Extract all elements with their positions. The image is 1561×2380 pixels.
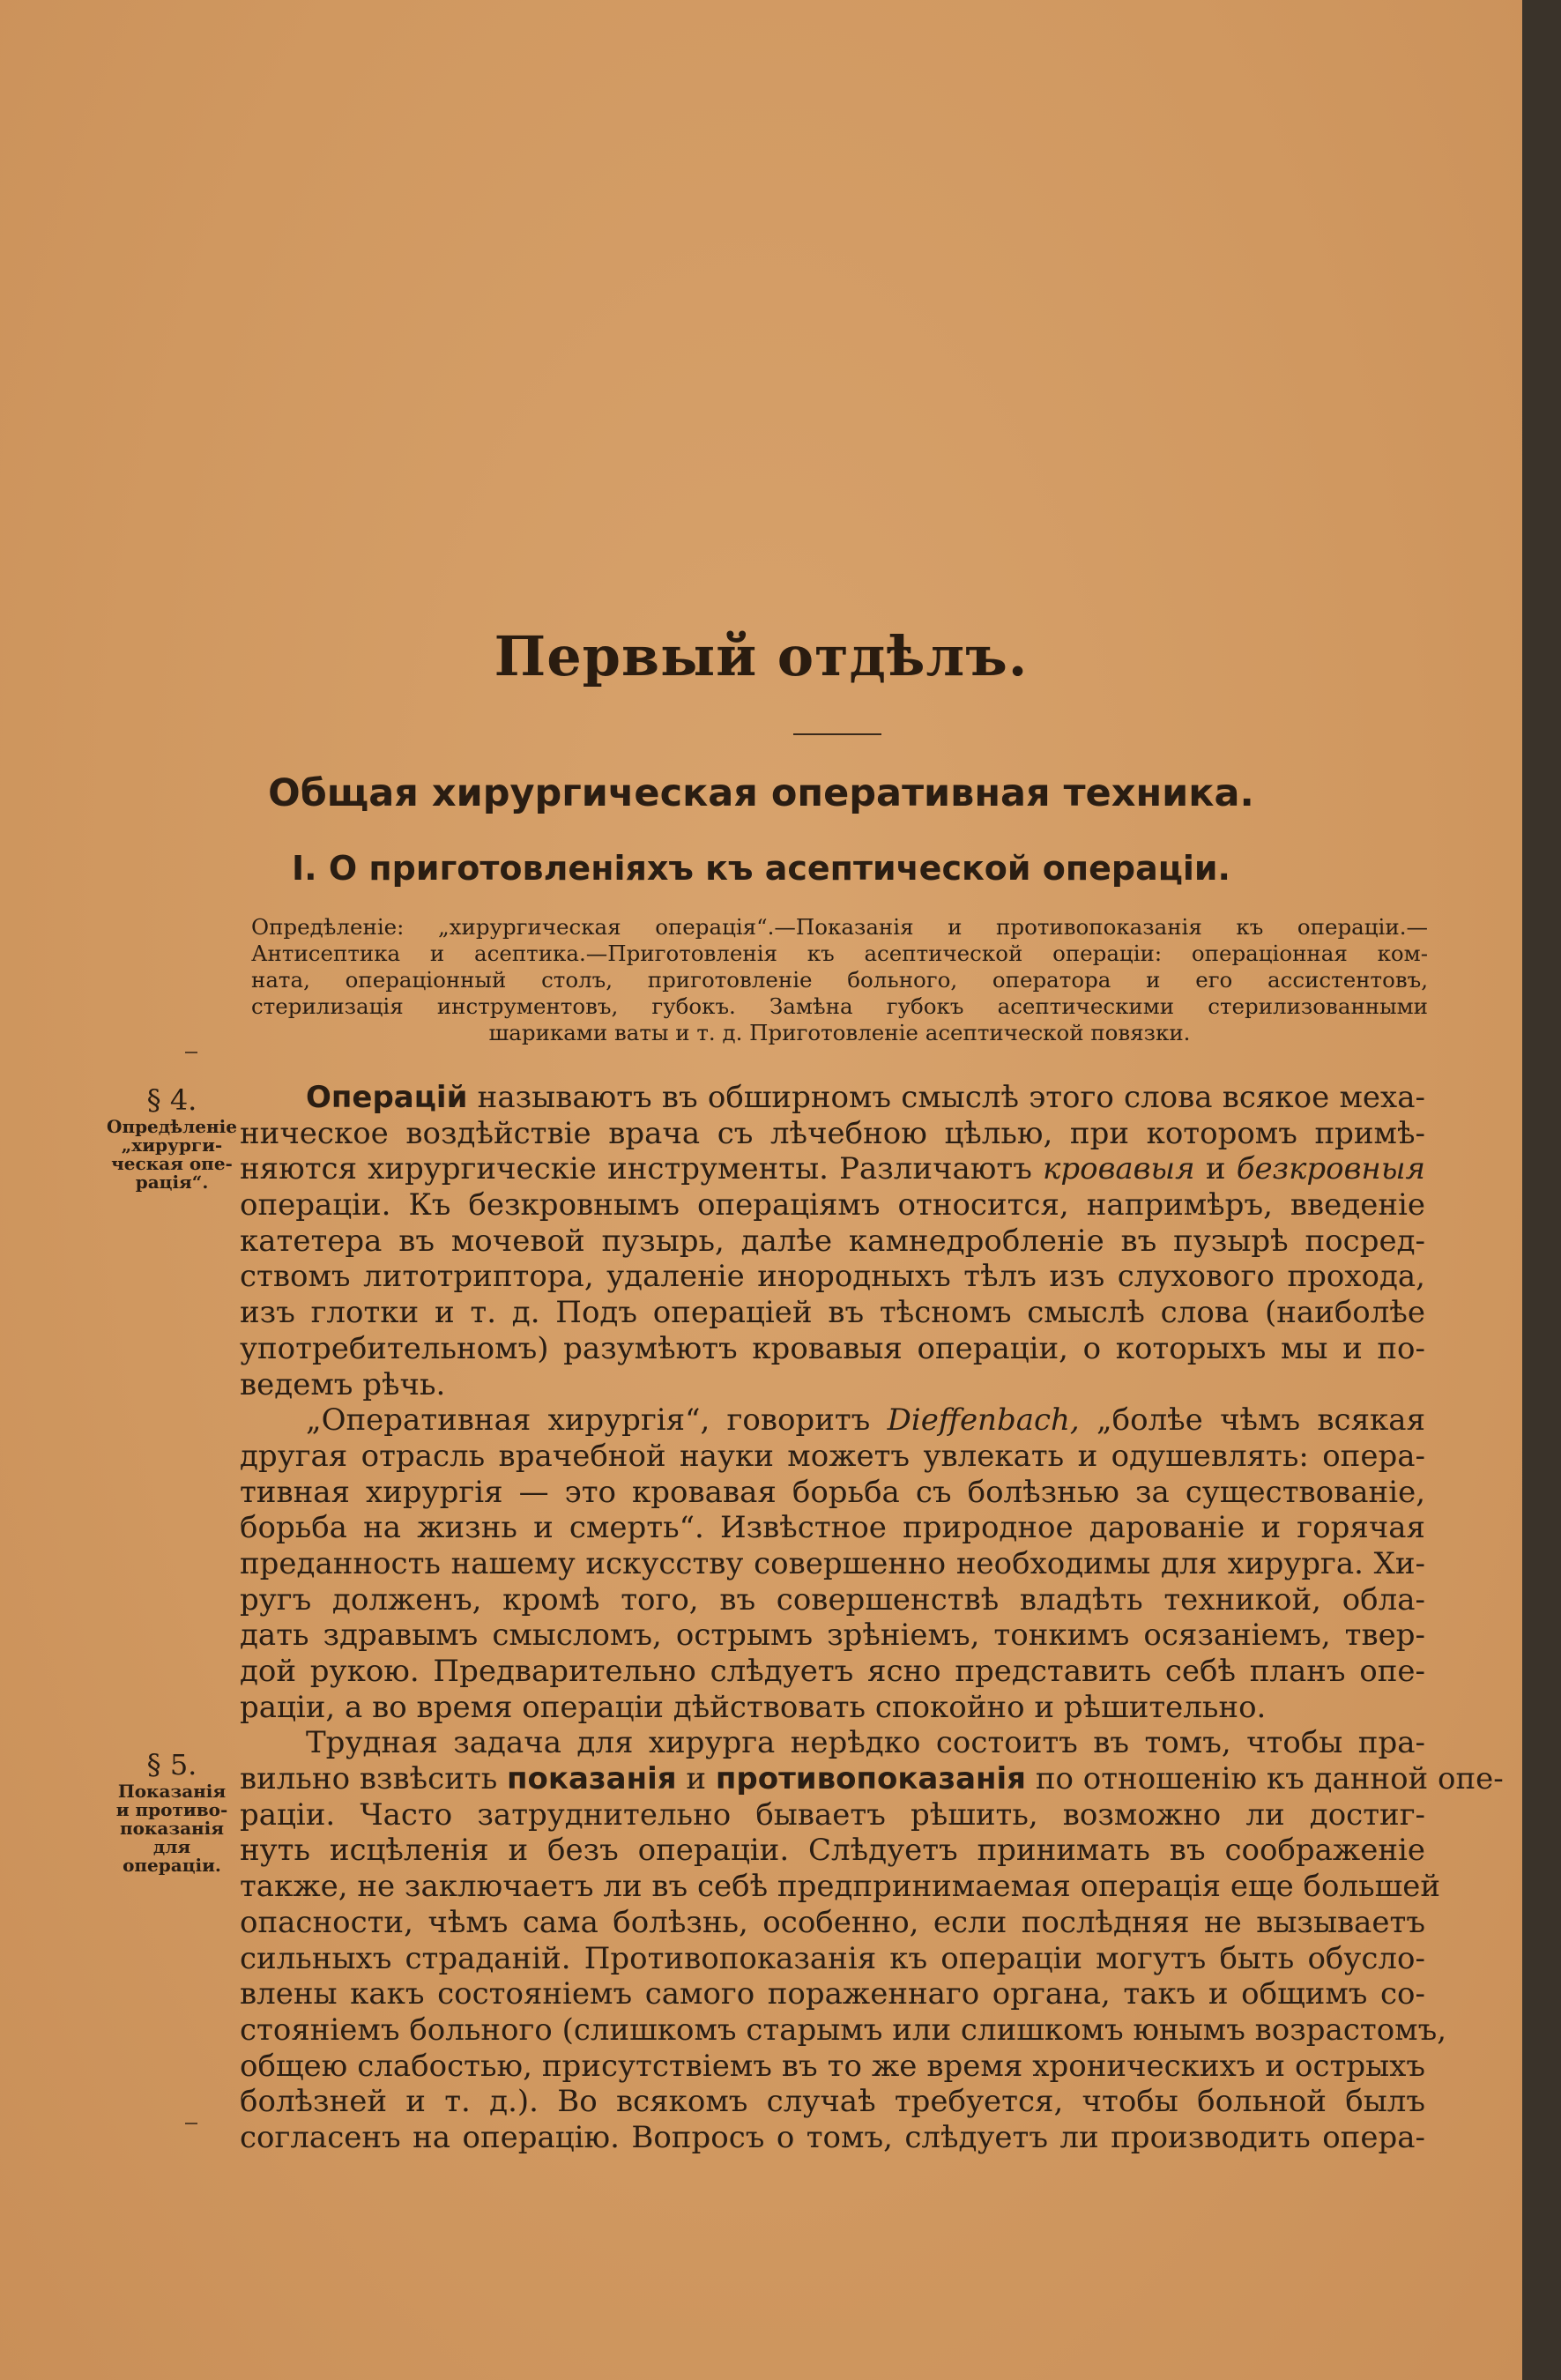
text-line: болѣзней и т. д.). Во всякомъ случаѣ требуется, чтобы больной былъ [240,2084,1425,2120]
text-line: также, не заключаетъ ли въ себѣ предпринимаемая операція еще большей [240,1869,1440,1905]
summary-line: ната, операціонный столъ, приготовленіе больного, оператора и его ассистентовъ, [251,967,1428,993]
margin-note-line: Опредѣленіе [107,1116,237,1137]
text-line: ругъ долженъ, кромѣ того, въ совершенствѣ владѣть техникой, обла- [240,1581,1425,1618]
chapter-summary [251,914,1428,1046]
italic-term: безкровныя [1236,1151,1426,1187]
section-number: § 5. [146,1748,197,1781]
text-line: стояніемъ больного (слишкомъ старымъ или слишкомъ юнымъ возрастомъ, [240,2012,1447,2048]
margin-note-line: рація“. [135,1171,209,1193]
text-line: другая отрасль врачебной науки можетъ увлекать и одушевлять: опера- [240,1438,1425,1474]
bold-term: показанія [507,1761,677,1797]
margin-note-line: „хирурги- [121,1134,223,1156]
margin-note-section-4 [101,1082,242,1192]
text-line: ническое воздѣйствіе врача съ лѣчебною цѣлью, при которомъ примѣ- [240,1115,1425,1151]
margin-dash [185,1052,197,1053]
author-name: Dieffenbach, [887,1402,1080,1439]
summary-line: стерилизація инструментовъ, губокъ. Замѣна губокъ асептическими стерилизованными [251,993,1428,1019]
margin-note-line: показанія [119,1818,225,1839]
margin-note-line: для операціи. [123,1836,221,1876]
section-number: § 4. [146,1083,197,1117]
text-line: „Оперативная хирургія“, говоритъ Dieffenbach, „болѣе чѣмъ всякая [306,1402,1426,1439]
text-line: ствомъ литотриптора, удаленіе инородныхъ тѣлъ изъ слухового прохода, [240,1259,1425,1295]
bold-term: Операцій [306,1080,468,1115]
italic-term: кровавыя [1043,1151,1195,1187]
scan-edge [1522,0,1561,2380]
text-line: няются хирургическіе инструменты. Различаютъ кровавыя и безкровныя [240,1151,1426,1187]
text-line: употребительномъ) разумѣютъ кровавыя операціи, о которыхъ мы и по- [240,1330,1425,1366]
summary-line: Опредѣленіе: „хирургическая операція“.—Показанія и противопоказанія къ операціи.— [251,914,1428,940]
margin-note-line: и противо- [115,1799,228,1820]
text-line: влены какъ состояніемъ самого пораженнаго органа, такъ и общимъ со- [240,1976,1425,2012]
text-line: опасности, чѣмъ сама болѣзнь, особенно, если послѣдняя не вызываетъ [240,1904,1425,1940]
text-line: операціи. Къ безкровнымъ операціямъ относится, напримѣръ, введеніе [240,1187,1425,1223]
margin-note-line: ческая опе- [111,1153,233,1174]
subtitle: Общая хирургическая оперативная техника. [268,771,1254,815]
title-divider [793,733,881,735]
text-line: ведемъ рѣчь. [240,1366,446,1402]
text-line: тивная хирургія — это кровавая борьба съ болѣзнью за существованіе, [240,1474,1425,1510]
text-line: вильно взвѣсить показанія и противопоказанія по отношенію къ данной опе- [240,1761,1504,1797]
text-line: преданность нашему искусству совершенно необходимы для хирурга. Хи- [240,1545,1425,1581]
margin-note-line: Показанія [117,1781,227,1802]
summary-line: Антисептика и асептика.—Приготовленія къ асептической операціи: операціонная ком- [251,941,1428,966]
text-line: дой рукою. Предварительно слѣдуетъ ясно представить себѣ планъ опе- [240,1654,1425,1689]
text-line: катетера въ мочевой пузырь, далѣе камнедробленіе въ пузырѣ посред- [240,1223,1425,1259]
text-line: Трудная задача для хирурга нерѣдко состоитъ въ томъ, чтобы пра- [306,1725,1425,1761]
text-line: согласенъ на операцію. Вопросъ о томъ, слѣдуетъ ли производить опера- [240,2119,1425,2155]
text-line: общею слабостью, присутствіемъ въ то же время хроническихъ и острыхъ [240,2048,1425,2084]
bold-term: противопоказанія [715,1761,1027,1797]
text-line: раціи, а во время операціи дѣйствовать спокойно и рѣшительно. [240,1689,1267,1725]
summary-line: шариками ваты и т. д. Приготовленіе асептической повязки. [488,1020,1191,1045]
text-line: сильныхъ страданій. Противопоказанія къ операціи могутъ быть обусло- [240,1940,1425,1976]
text-line: изъ глотки и т. д. Подъ операціей въ тѣсномъ смыслѣ слова (наиболѣе [240,1295,1425,1331]
section-title: Первый отдѣлъ. [494,624,1029,688]
text-line: борьба на жизнь и смерть“. Извѣстное природное дарованіе и горячая [240,1510,1425,1546]
text-line: дать здравымъ смысломъ, острымъ зрѣніемъ, тонкимъ осязаніемъ, твер- [240,1618,1425,1654]
chapter-heading: I. О приготовленіяхъ къ асептической операціи. [292,849,1230,888]
text-line: Операцій называютъ въ обширномъ смыслѣ этого слова всякое меха- [306,1080,1425,1115]
text-line: нуть исцѣленія и безъ операціи. Слѣдуетъ принимать въ соображеніе [240,1833,1425,1869]
body-text [240,1080,1504,2156]
text-line: раціи. Часто затруднительно бываетъ рѣшить, возможно ли достиг- [240,1796,1425,1833]
margin-dash [185,2123,197,2124]
margin-note-section-5 [101,1747,242,1875]
